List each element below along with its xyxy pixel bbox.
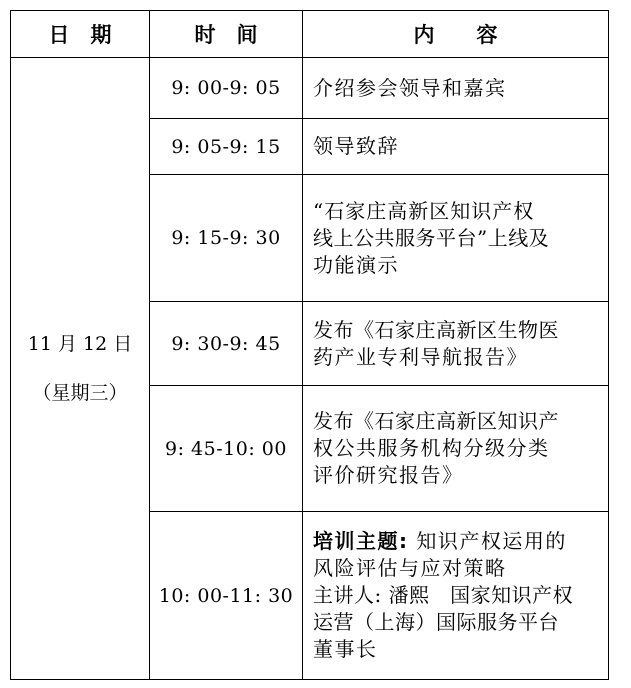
time-cell: 9: 30-9: 45 [150,302,303,386]
content-line: 领导致辞 [313,134,399,158]
speaker-text: 主讲人: 潘熙 国家知识产权 [313,583,574,607]
content-line: 线上公共服务平台”上线及 [313,225,550,250]
weekday-text: （星期三） [32,381,128,404]
time-cell: 9: 00-9: 05 [150,58,303,119]
training-topic-line [313,528,600,555]
content-line: 评价研究报告》 [313,463,464,487]
content-line: 介绍参会领导和嘉宾 [313,75,507,100]
training-topic-label: 培训主题: [313,529,409,553]
header-content: 内 容 [303,11,609,58]
content-line: 功能演示 [313,252,399,277]
speaker-text: 董事长 [313,637,378,661]
content-cell [303,302,609,386]
time-cell: 9: 45-10: 00 [150,386,303,512]
content-line: 药产业专利导航报告》 [313,344,528,369]
training-topic-text: 风险评估与应对策略 [313,556,507,580]
header-row [11,11,609,58]
content-line: 发布《石家庄高新区生物医 [313,317,559,342]
content-cell [303,119,609,175]
speaker-text: 运营（上海）国际服务平台 [313,610,559,634]
agenda-table [10,10,609,680]
training-topic-text: 知识产权运用的 [416,529,567,553]
content-cell [303,58,609,119]
time-cell: 9: 15-9: 30 [150,175,303,302]
content-line: 权公共服务机构分级分类 [313,436,550,460]
time-cell: 9: 05-9: 15 [150,119,303,175]
date-cell [11,58,150,680]
table-row [11,58,609,119]
content-line: “石家庄高新区知识产权 [313,198,535,223]
date-text: 11 月 12 日 [27,333,133,356]
content-line: 发布《石家庄高新区知识产 [313,409,559,433]
content-cell [303,175,609,302]
header-time: 时 间 [150,11,303,58]
time-cell: 10: 00-11: 30 [150,512,303,680]
header-date: 日 期 [11,11,150,58]
content-cell [303,386,609,512]
content-cell [303,512,609,680]
